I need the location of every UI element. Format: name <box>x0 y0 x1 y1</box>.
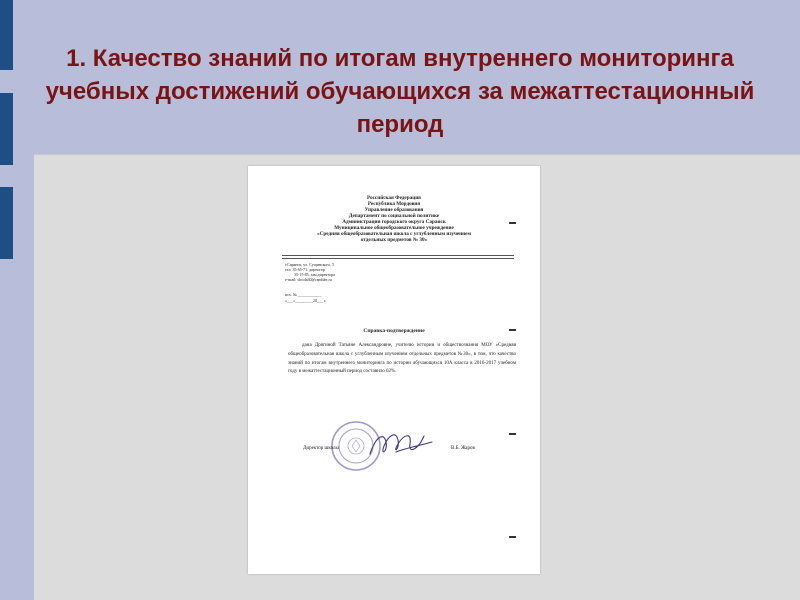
scan-mark <box>509 222 516 224</box>
certificate-document <box>248 166 540 574</box>
address-line: 35-15-85, зам.директора <box>294 272 335 277</box>
address-line: e-mail: shcola30@rambler.ru <box>285 277 332 282</box>
header-line: «Средняя общеобразовательная школа с углубленным изучением <box>317 231 471 237</box>
header-line: Российская Федерация <box>366 195 421 201</box>
header-divider <box>282 258 514 259</box>
header-line: Администрации городского округа Саранск <box>342 219 446 225</box>
side-accent-bar-bottom <box>0 187 13 259</box>
outgoing-date: «___»_________20___ г. <box>285 298 327 303</box>
signature-label: Директор школы <box>303 446 339 451</box>
slide-title: 1. Качество знаний по итогам внутреннего мониторинга учебных достижений обучающихся за межаттестационный период <box>45 45 755 138</box>
body-paragraph: дана Дрягиной Татьяне Александровне, учителю истории и обществознания МОУ «Средняя общеобразовательная школа с углубленным изучением отдельных предметов №30», в том, что качество знаний по итогам внутреннего мониторинга по истории обучающихся 10А класса в 2016-2017 учебном году в межаттестационный период составило 62%. <box>288 343 516 375</box>
header-line: Муниципальное общеобразовательное учреждение <box>334 225 454 231</box>
address-line: г.Саранск, ул. Сущинского, 5 <box>285 262 335 267</box>
scan-mark <box>509 329 516 331</box>
address-line: тел. 35-65-71, директор <box>285 267 325 272</box>
signatory-name: В.Б. Жаров <box>451 446 475 451</box>
scan-mark <box>509 433 516 435</box>
header-line: Республика Мордовия <box>367 201 421 207</box>
outgoing-number: исх. № ____________ <box>285 292 322 297</box>
document-body <box>288 342 516 377</box>
header-line: Управление образования <box>364 207 424 213</box>
document-title: Справка-подтверждение <box>363 328 425 334</box>
header-line: Департамент по социальной политике <box>348 213 440 219</box>
side-accent-bar-top <box>0 0 13 70</box>
header-divider <box>282 255 514 256</box>
signature-icon <box>366 424 436 464</box>
scan-mark <box>509 536 516 538</box>
header-line: отдельных предметов № 30» <box>360 237 428 243</box>
side-accent-bar-middle <box>0 93 13 165</box>
